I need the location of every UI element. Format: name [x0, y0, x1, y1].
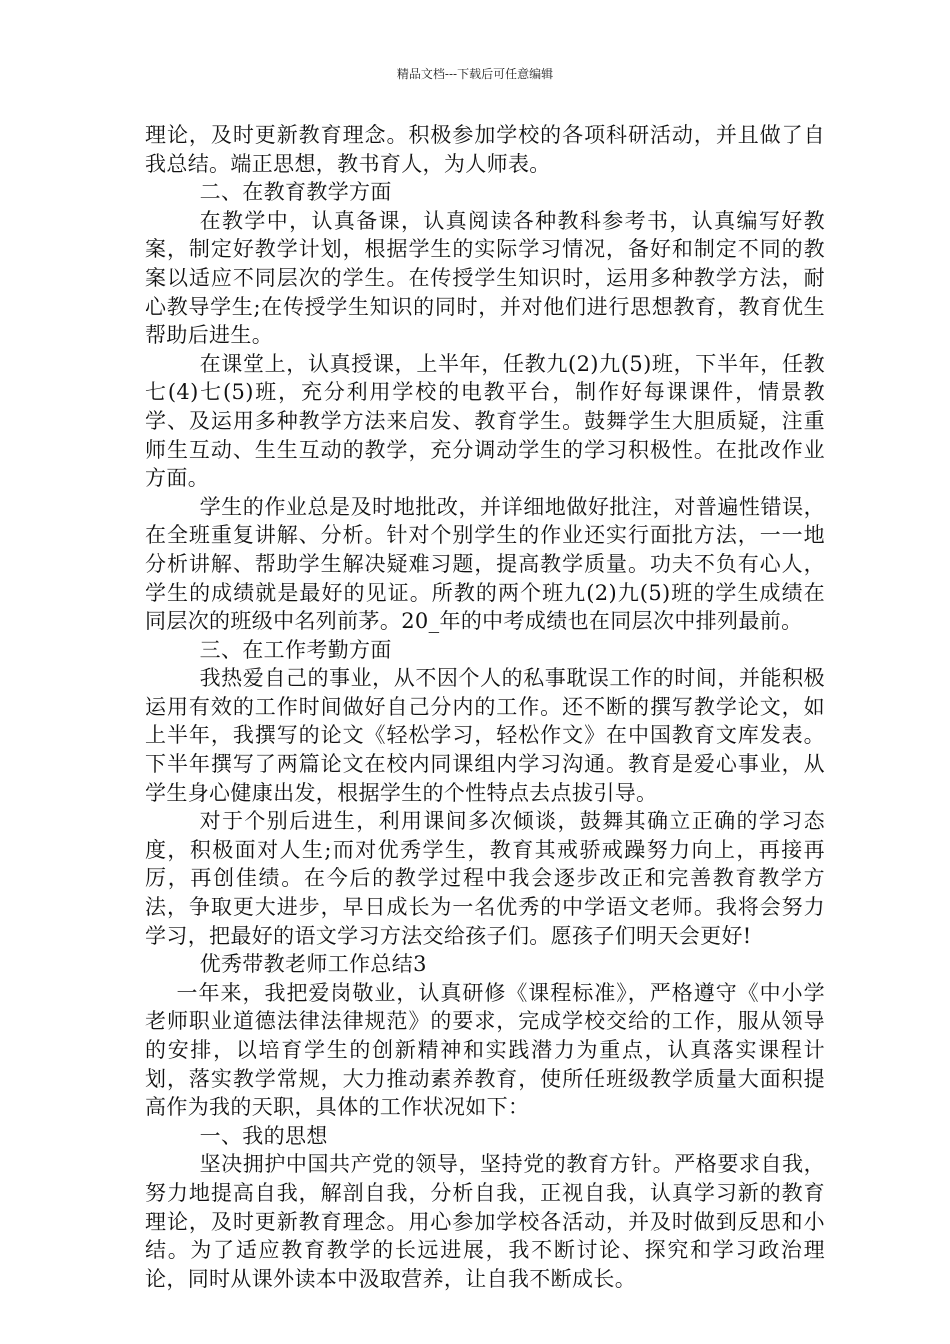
paragraph: 学生的作业总是及时地批改，并详细地做好批注，对普遍性错误，在全班重复讲解、分析。针对个别学生的作业还实行面批方法，一一地分析讲解、帮助学生解决疑难习题，提高教学质量。功夫不负有心人，学生的成绩就是最好的见证。所教的两个班九(2)九(5)班的学生成绩在同层次的班级中名列前茅。20_年的中考成绩也在同层次中排列最前。 — [145, 494, 825, 634]
section-heading-teaching: 二、在教育教学方面 — [199, 180, 392, 205]
document-body — [145, 121, 825, 1293]
page-header-note: 精品文档---下载后可任意编辑 — [396, 67, 554, 81]
paragraph: 我热爱自己的事业，从不因个人的私事耽误工作的时间，并能积极运用有效的工作时间做好自己分内的工作。还不断的撰写教学论文，如上半年，我撰写的论文《轻松学习，轻松作文》在中国教育文库发表。下半年撰写了两篇论文在校内同课组内学习沟通。教育是爱心事业，从学生身心健康出发，根据学生的个性特点去点拔引导。 — [145, 666, 825, 805]
section-heading-attendance: 三、在工作考勤方面 — [199, 637, 392, 662]
section-heading-thought: 一、我的思想 — [199, 1123, 328, 1148]
paragraph: 对于个别后进生，利用课间多次倾谈，鼓舞其确立正确的学习态度，积极面对人生;而对优秀学生，教育其戒骄戒躁努力向上，再接再厉，再创佳绩。在今后的教学过程中我会逐步改正和完善教育教学方法，争取更大进步，早日成长为一名优秀的中学语文老师。我将会努力学习，把最好的语文学习方法交给孩子们。愿孩子们明天会更好! — [145, 809, 825, 948]
paragraph: 坚决拥护中国共产党的领导，坚持党的教育方针。严格要求自我，努力地提高自我，解剖自我，分析自我，正视自我，认真学习新的教育理论，及时更新教育理念。用心参加学校各活动，并及时做到反思和小结。为了适应教育教学的长远进展，我不断讨论、探究和学习政治理论，同时从课外读本中汲取营养，让自我不断成长。 — [145, 1152, 825, 1291]
paragraph: 在课堂上，认真授课，上半年，任教九(2)九(5)班，下半年，任教七(4)七(5)班，充分利用学校的电教平台，制作好每课课件，情景教学、及运用多种教学方法来启发、教育学生。鼓舞学生大胆质疑，注重师生互动、生生互动的教学，充分调动学生的学习积极性。在批改作业方面。 — [145, 351, 825, 491]
paragraph: 在教学中，认真备课，认真阅读各种教科参考书，认真编写好教案，制定好教学计划，根据学生的实际学习情况，备好和制定不同的教案以适应不同层次的学生。在传授学生知识时，运用多种教学方法，耐心教导学生;在传授学生知识的同时，并对他们进行思想教育，教育优生帮助后进生。 — [145, 208, 825, 348]
paragraph-continuation: 理论，及时更新教育理念。积极参加学校的各项科研活动，并且做了自我总结。端正思想，教书育人，为人师表。 — [145, 123, 825, 176]
document-title: 优秀带教老师工作总结3 — [199, 952, 427, 977]
paragraph: 一年来，我把爱岗敬业，认真研修《课程标准》，严格遵守《中小学老师职业道德法律法律规范》的要求，完成学校交给的工作，服从领导的安排，以培育学生的创新精神和实践潜力为重点，认真落实课程计划，落实教学常规，大力推动素养教育，使所任班级教学质量大面积提高作为我的天职，具体的工作状况如下： — [145, 980, 825, 1120]
